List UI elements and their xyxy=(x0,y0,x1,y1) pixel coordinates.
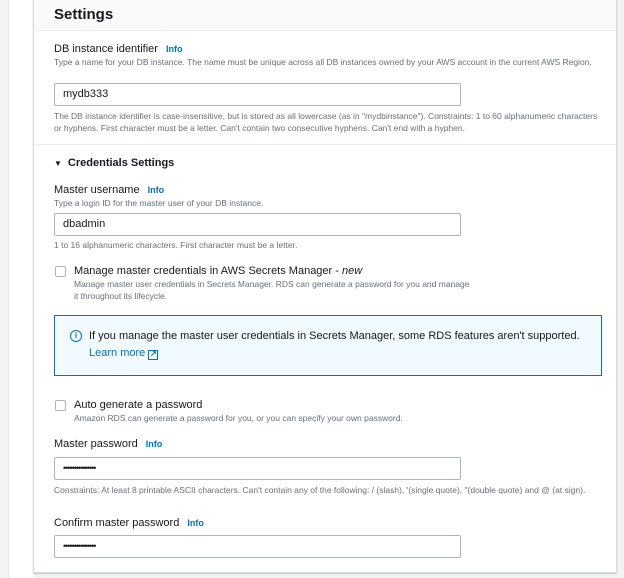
master-username-hint: 1 to 16 alphanumeric characters. First character must be a letter. xyxy=(54,240,298,250)
master-username-label xyxy=(54,184,164,196)
link-text: Learn more xyxy=(89,347,146,359)
credentials-settings-toggle[interactable] xyxy=(54,157,174,169)
info-link[interactable]: Info xyxy=(165,44,183,54)
auto-generate-password-description: Amazon RDS can generate a password for you, or you can specify your own password. xyxy=(74,413,403,423)
label-text: Master username xyxy=(54,184,140,196)
learn-more-link[interactable] xyxy=(89,347,158,360)
label-text: Manage master credentials in AWS Secrets Manager - xyxy=(74,265,342,277)
auto-generate-password-checkbox[interactable] xyxy=(55,400,66,411)
auto-generate-password-label: Auto generate a password xyxy=(74,399,203,411)
panel-header xyxy=(34,0,616,31)
db-identifier-input[interactable]: mydb333 xyxy=(54,83,461,106)
left-panel xyxy=(8,0,34,578)
db-identifier-constraint: The DB instance identifier is case-insensitive, but is stored as all lowercase (as in "mydbinstance"). Constraints: 1 to 60 alphanumeric characters or hyphens. First character must be a letter. Can't contain two consecutive hyphens. Can't end with a hyphen. xyxy=(54,111,598,133)
label-text: Master password xyxy=(54,438,138,450)
secrets-manager-description: Manage master user credentials in Secrets Manager. RDS can generate a password for you and manage it throughout its lifecycle. xyxy=(74,279,470,301)
confirm-password-label xyxy=(54,517,204,529)
db-identifier-description: Type a name for your DB instance. The name must be unique across all DB instances owned by your AWS account in the current AWS Region. xyxy=(54,57,592,67)
master-password-input[interactable]: ••••••••••••••• xyxy=(54,457,461,480)
info-circle-icon: i xyxy=(70,330,82,342)
info-link[interactable]: Info xyxy=(187,518,204,528)
new-badge: new xyxy=(342,265,363,277)
section-title: Credentials Settings xyxy=(67,157,175,169)
master-username-description: Type a login ID for the master user of your DB instance. xyxy=(54,198,264,208)
label-text: DB instance identifier xyxy=(54,43,158,55)
master-password-label xyxy=(54,438,162,450)
divider xyxy=(34,144,616,145)
db-identifier-label xyxy=(54,43,182,55)
confirm-password-input[interactable]: ••••••••••••••• xyxy=(54,535,461,558)
info-alert xyxy=(54,315,602,376)
info-link[interactable]: Info xyxy=(145,439,163,449)
caret-down-icon: ▼ xyxy=(54,159,62,168)
info-link[interactable]: Info xyxy=(147,185,165,195)
page-title: Settings xyxy=(54,6,114,23)
secrets-manager-checkbox[interactable] xyxy=(55,266,66,277)
label-text: Confirm master password xyxy=(54,517,180,529)
alert-text: If you manage the master user credentials in Secrets Manager, some RDS features aren't supported. xyxy=(89,330,580,342)
master-username-input[interactable]: dbadmin xyxy=(54,213,461,236)
settings-panel xyxy=(33,0,617,573)
master-password-constraint: Constraints: At least 8 printable ASCII characters. Can't contain any of the following: / (slash), '(single quote), "(double quote) and @ (at sign). xyxy=(54,485,586,495)
secrets-manager-label xyxy=(74,265,362,277)
external-link-icon: ↗ xyxy=(149,349,157,358)
